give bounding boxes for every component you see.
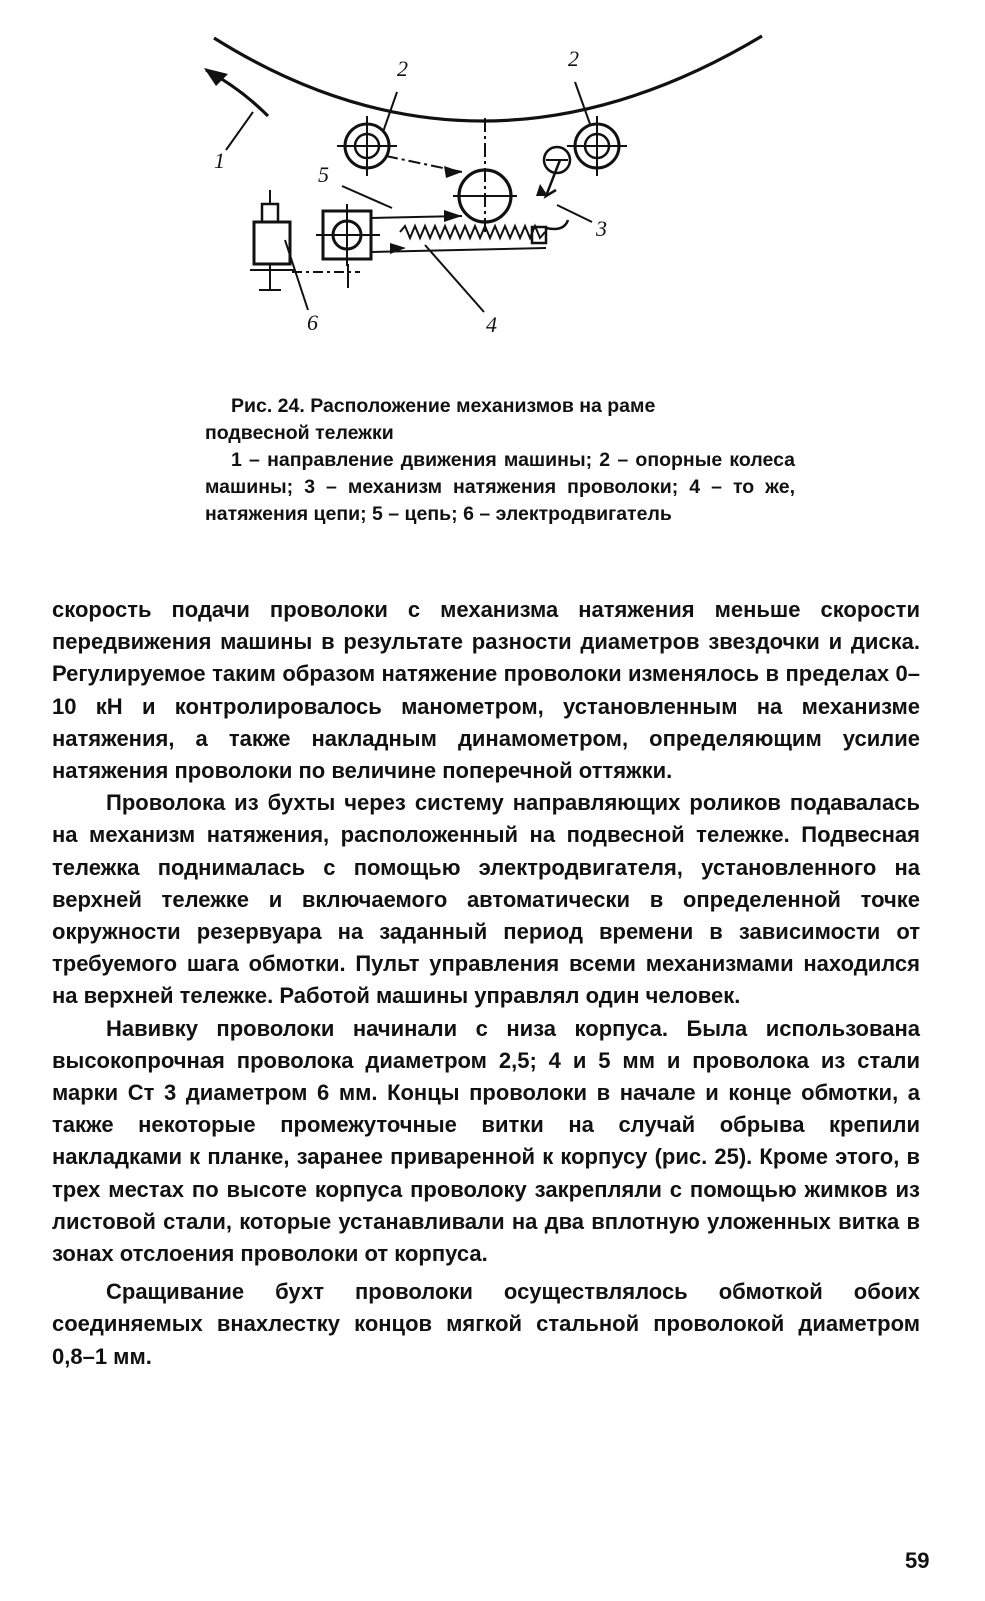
- figure-caption: [205, 393, 795, 528]
- caption-title-line1: Рис. 24. Расположение механизмов на раме: [231, 395, 656, 417]
- paragraph-4: Сращивание бухт проволоки осуществлялось обмоткой обоих соединяемых внахлестку концов мягкой стальной проволокой диаметром 0,8–1 мм.: [52, 1279, 920, 1369]
- direction-arrowhead: [204, 68, 228, 86]
- caption-legend: 1 – направление движения машины; 2 – опорные колеса машины; 3 – механизм натяжения проволоки; 4 – то же, натяжения цепи; 5 – цепь; 6 – электродвигатель: [205, 449, 795, 525]
- tank-wall-arc: [214, 36, 762, 121]
- paragraph-3: Навивку проволоки начинали с низа корпуса. Была использована высокопрочная проволока диаметром 2,5; 4 и 5 мм и проволока из стали марки Ст 3 диаметром 6 мм. Концы проволоки в начале и конце обмотки, а также некоторые промежуточные витки на случай обрыва крепили накладками к планке, заранее приваренной к корпусу (рис. 25). Кроме этого, в трех местах по высоте корпуса проволоку закрепляли с помощью жимков из листовой стали, которые устанавливали на два вплотную уложенных витка в зонах отслоения проволоки от корпуса.: [52, 1015, 920, 1267]
- paragraph-1: скорость подачи проволоки с механизма натяжения меньше скорости передвижения машины в результате разности диаметров звездочки и диска. Регулируемое таким образом натяжение проволоки изменялось в пределах 0–10 кН и контролировалось манометром, установленным на механизме натяжения, а также накладным динамометром, определяющим усилие натяжения проволоки по величине поперечной оттяжки.: [52, 597, 920, 784]
- label-2-right: 2: [568, 46, 579, 71]
- tension-spring: [400, 226, 545, 238]
- label-5: 5: [318, 162, 329, 187]
- body-text: [52, 594, 920, 1373]
- label-6: 6: [307, 310, 318, 335]
- mechanism-diagram: [190, 28, 790, 358]
- label-4: 4: [486, 312, 497, 337]
- paragraph-2: Проволока из бухты через систему направляющих роликов подавалась на механизм натяжения, расположенный на подвесной тележке. Подвесная тележка поднималась с помощью электродвигателя, установленного на верхней тележке и включаемого автоматически в определенной точке окружности резервуара на заданный период времени в зависимости от требуемого шага обмотки. Пульт управления всеми механизмами находился на верхней тележке. Работой машины управлял один человек.: [52, 790, 920, 1009]
- caption-title-line2: подвесной тележки: [205, 422, 394, 444]
- label-3: 3: [596, 216, 607, 241]
- label-1: 1: [214, 148, 225, 173]
- label-2-left: 2: [397, 56, 408, 81]
- page-number: 59: [905, 1548, 930, 1573]
- electric-motor: [254, 222, 290, 264]
